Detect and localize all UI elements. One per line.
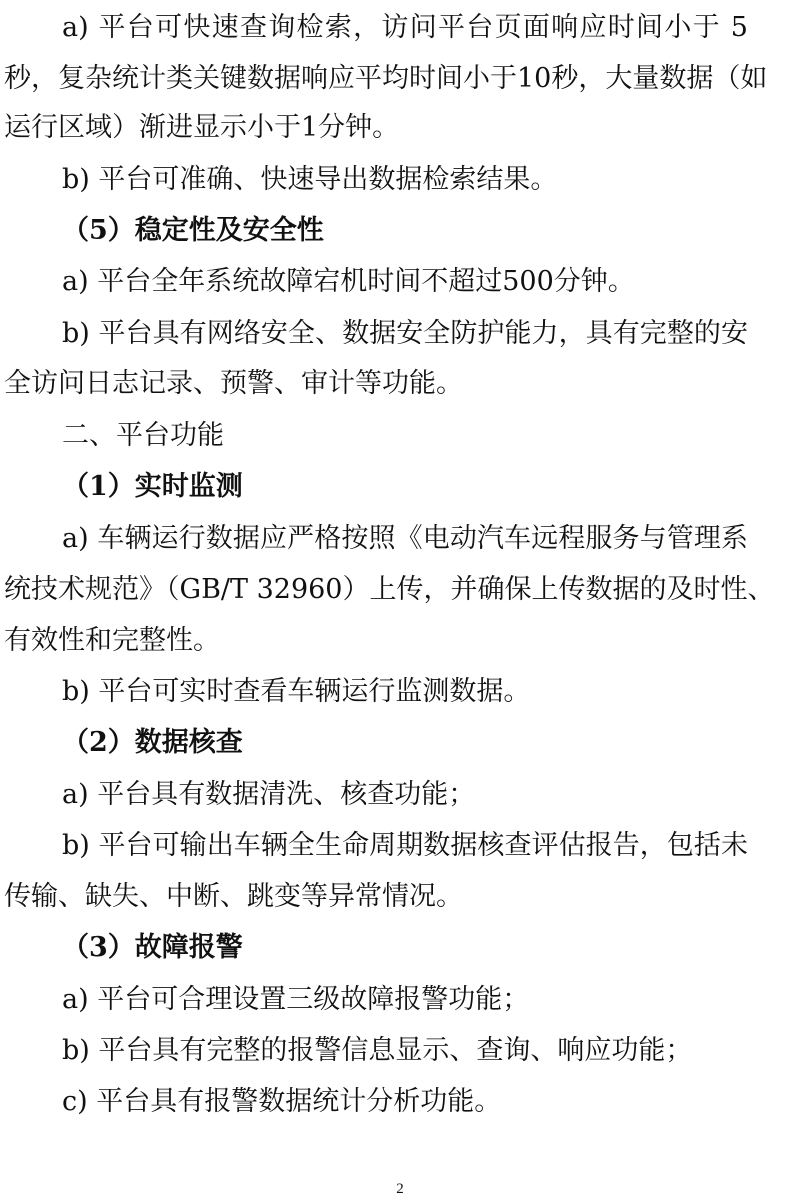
paragraph-line: 秒，复杂统计类关键数据响应平均时间小于10秒，大量数据（如 <box>4 63 768 94</box>
paragraph-line: 有效性和完整性。 <box>4 625 220 656</box>
paragraph-line: 统技术规范》（GB/T 32960）上传，并确保上传数据的及时性、 <box>4 574 775 605</box>
paragraph-line: a) 平台全年系统故障宕机时间不超过500分钟。 <box>62 266 635 297</box>
paragraph-line: b) 平台具有完整的报警信息显示、查询、响应功能； <box>62 1035 693 1066</box>
paragraph-line: a) 车辆运行数据应严格按照《电动汽车远程服务与管理系 <box>62 523 748 554</box>
section-heading: 二、平台功能 <box>62 420 224 451</box>
paragraph-line: b) 平台可输出车辆全生命周期数据核查评估报告，包括未 <box>62 830 748 861</box>
subsection-heading: （1）实时监测 <box>62 471 243 502</box>
paragraph-line: b) 平台可实时查看车辆运行监测数据。 <box>62 676 531 707</box>
paragraph-line: a) 平台可合理设置三级故障报警功能； <box>62 984 530 1015</box>
paragraph-line: 传输、缺失、中断、跳变等异常情况。 <box>4 881 463 912</box>
paragraph-line: a) 平台可快速查询检索，访问平台页面响应时间小于 5 <box>62 12 748 43</box>
paragraph-line: 全访问日志记录、预警、审计等功能。 <box>4 368 463 399</box>
paragraph-line: a) 平台具有数据清洗、核查功能； <box>62 779 476 810</box>
page-number: 2 <box>396 1181 404 1197</box>
paragraph-line: b) 平台可准确、快速导出数据检索结果。 <box>62 164 558 195</box>
subsection-heading: （2）数据核查 <box>62 727 243 758</box>
subsection-heading: （3）故障报警 <box>62 932 243 963</box>
paragraph-line: c) 平台具有报警数据统计分析功能。 <box>62 1086 502 1117</box>
paragraph-line: 运行区域）渐进显示小于1分钟。 <box>4 112 400 143</box>
paragraph-line: b) 平台具有网络安全、数据安全防护能力，具有完整的安 <box>62 318 748 349</box>
subsection-heading: （5）稳定性及安全性 <box>62 215 324 246</box>
